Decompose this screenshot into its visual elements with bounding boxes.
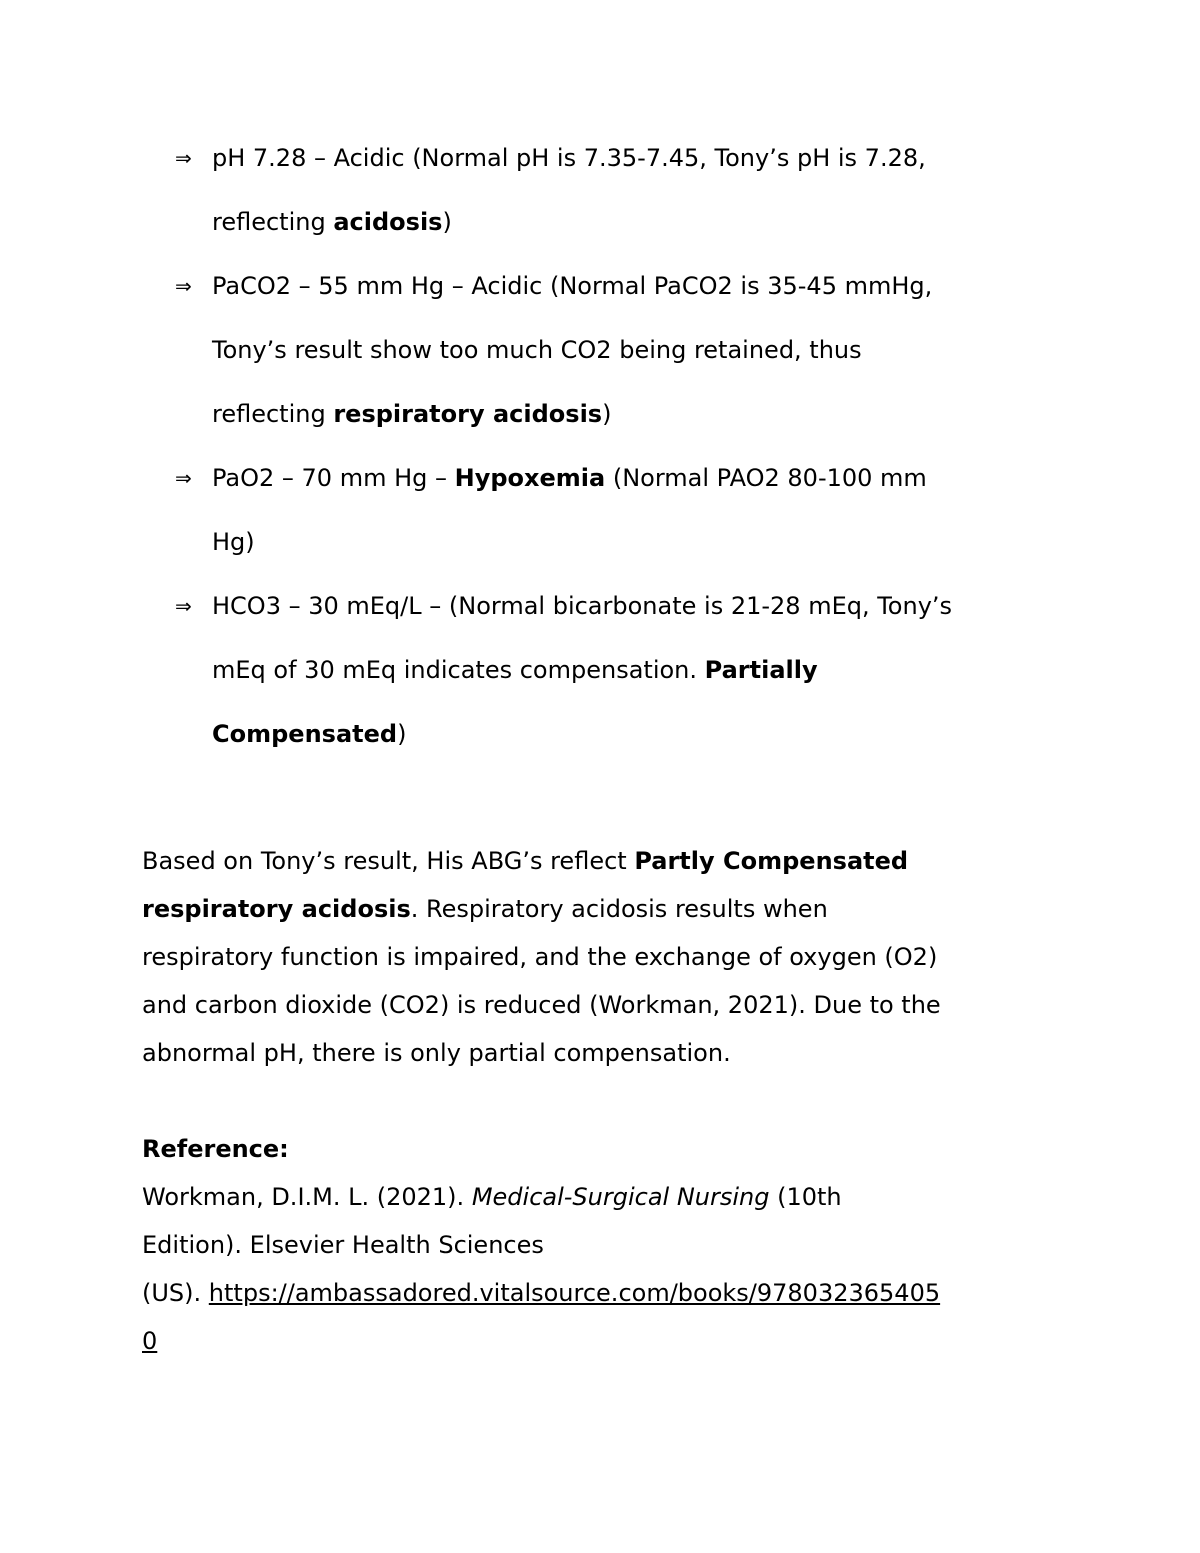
pao2-line-2: Hg) [212, 528, 255, 556]
ph-line-1: pH 7.28 – Acidic (Normal pH is 7.35-7.45, Tony’s pH is 7.28, [212, 144, 926, 172]
reference-line-3: (US). https://ambassadored.vitalsource.com/books/978032365405 [142, 1279, 941, 1307]
list-item-ph [142, 126, 1072, 254]
reference-url-link[interactable]: https://ambassadored.vitalsource.com/books/978032365405 [208, 1279, 941, 1307]
summary-line-4: and carbon dioxide (CO2) is reduced (Workman, 2021). Due to the [142, 991, 941, 1019]
book-title: Medical-Surgical Nursing [471, 1183, 770, 1211]
list-item-pao2 [142, 446, 1072, 574]
summary-paragraph [142, 837, 1072, 1077]
arrow-bullet-icon: ⇒ [175, 466, 192, 490]
acidosis-bold: acidosis [333, 208, 443, 236]
hco3-line-3: Compensated) [212, 720, 407, 748]
arrow-bullet-icon: ⇒ [175, 274, 192, 298]
abg-results-list [142, 126, 1072, 766]
arrow-bullet-icon: ⇒ [175, 146, 192, 170]
summary-line-2: respiratory acidosis. Respiratory acidosis results when [142, 895, 828, 923]
paco2-line-2: Tony’s result show too much CO2 being retained, thus [212, 336, 862, 364]
compensated-bold: Compensated [212, 720, 398, 748]
summary-line-1: Based on Tony’s result, His ABG’s reflect Partly Compensated [142, 847, 909, 875]
summary-line-5: abnormal pH, there is only partial compensation. [142, 1039, 731, 1067]
ph-line-2: reflecting acidosis) [212, 208, 452, 236]
respiratory-acidosis-bold: respiratory acidosis [333, 400, 603, 428]
hco3-line-2: mEq of 30 mEq indicates compensation. Partially [212, 656, 818, 684]
reference-section [142, 1125, 1072, 1365]
arrow-bullet-icon: ⇒ [175, 594, 192, 618]
hypoxemia-bold: Hypoxemia [454, 464, 606, 492]
paco2-line-3: reflecting respiratory acidosis) [212, 400, 612, 428]
reference-url-link-continued[interactable]: 0 [142, 1327, 158, 1355]
reference-line-4 [142, 1317, 1072, 1365]
hco3-line-1: HCO3 – 30 mEq/L – (Normal bicarbonate is 21-28 mEq, Tony’s [212, 592, 953, 620]
paco2-line-1: PaCO2 – 55 mm Hg – Acidic (Normal PaCO2 is 35-45 mmHg, [212, 272, 933, 300]
pao2-line-1: PaO2 – 70 mm Hg – Hypoxemia (Normal PAO2 80-100 mm [212, 464, 927, 492]
list-item-hco3 [142, 574, 1072, 766]
partially-bold: Partially [704, 656, 818, 684]
reference-heading: Reference: [142, 1135, 289, 1163]
list-item-paco2 [142, 254, 1072, 446]
reference-line-2: Edition). Elsevier Health Sciences [142, 1231, 544, 1259]
summary-line-3: respiratory function is impaired, and the exchange of oxygen (O2) [142, 943, 938, 971]
reference-line-1: Workman, D.I.M. L. (2021). Medical-Surgical Nursing (10th [142, 1183, 842, 1211]
